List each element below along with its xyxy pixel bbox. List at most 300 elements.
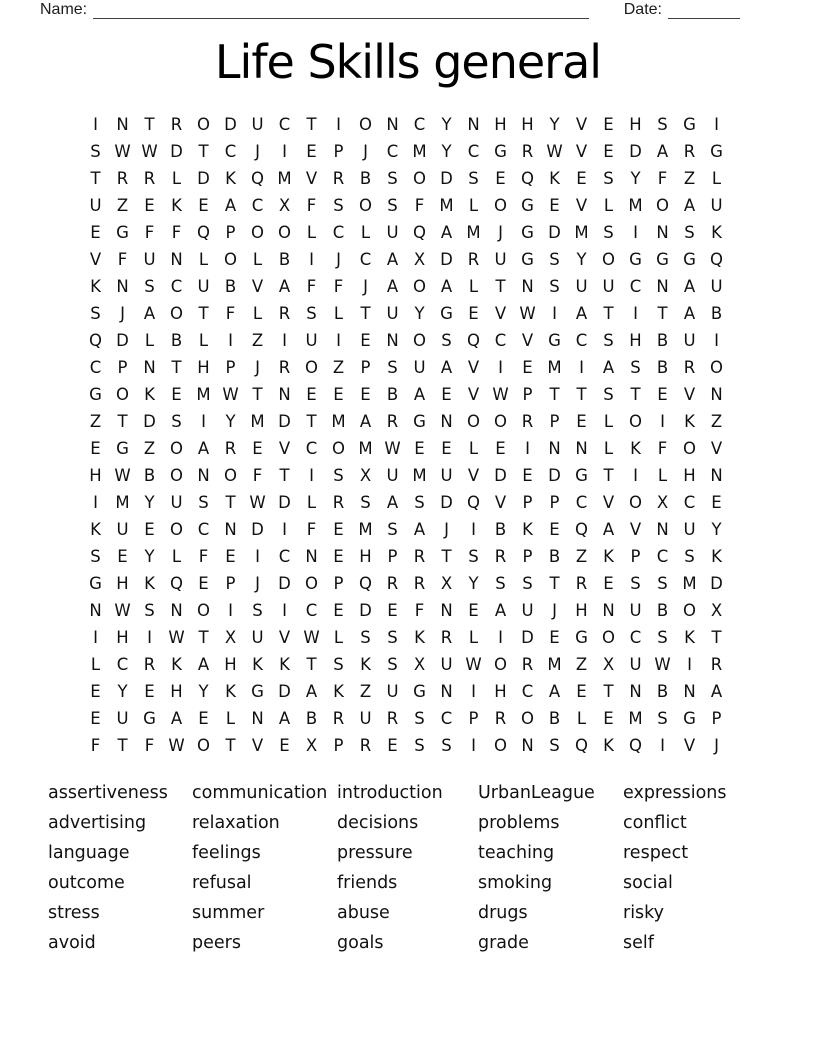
grid-cell-r13-c21: K [630, 439, 641, 458]
grid-cell-r9-c8: I [282, 331, 287, 350]
grid-cell-r10-c6: P [225, 358, 236, 377]
grid-cell-r12-c11: A [359, 412, 372, 431]
grid-cell-r8-c23: A [683, 304, 696, 323]
grid-cell-r24-c17: N [521, 736, 534, 755]
grid-cell-r1-c10: I [336, 115, 341, 134]
word-item: respect [623, 843, 689, 863]
grid-cell-r16-c10: E [333, 520, 344, 539]
grid-cell-r4-c22: O [656, 196, 669, 215]
grid-cell-r4-c24: U [710, 196, 723, 215]
grid-cell-r19-c2: W [114, 601, 131, 620]
grid-cell-r1-c4: R [170, 115, 183, 134]
grid-cell-r4-c6: A [224, 196, 237, 215]
grid-cell-r7-c14: A [440, 277, 453, 296]
grid-cell-r17-c7: I [255, 547, 260, 566]
grid-cell-r21-c11: K [360, 655, 371, 674]
grid-cell-r15-c17: P [522, 493, 533, 512]
grid-cell-r13-c17: I [525, 439, 530, 458]
grid-cell-r22-c19: E [576, 682, 587, 701]
grid-cell-r14-c11: X [359, 466, 372, 485]
grid-cell-r8-c19: A [575, 304, 588, 323]
grid-cell-r5-c14: A [440, 223, 453, 242]
grid-cell-r4-c10: S [333, 196, 344, 215]
grid-cell-r22-c20: T [603, 682, 614, 701]
grid-cell-r17-c14: T [441, 547, 452, 566]
grid-cell-r2-c13: M [412, 142, 427, 161]
grid-cell-r8-c13: Y [414, 304, 425, 323]
grid-cell-r15-c19: C [575, 493, 588, 512]
grid-cell-r5-c22: N [656, 223, 669, 242]
grid-cell-r6-c20: O [602, 250, 615, 269]
word-item: peers [192, 933, 241, 953]
grid-cell-r3-c1: T [90, 169, 101, 188]
grid-cell-r8-c22: T [657, 304, 668, 323]
grid-cell-r5-c12: U [386, 223, 399, 242]
grid-cell-r9-c6: I [228, 331, 233, 350]
grid-cell-r3-c6: K [225, 169, 236, 188]
grid-cell-r12-c24: Z [710, 412, 723, 431]
grid-cell-r19-c10: E [333, 601, 344, 620]
grid-cell-r10-c8: R [278, 358, 291, 377]
word-item: conflict [623, 813, 687, 833]
grid-cell-r19-c19: H [575, 601, 588, 620]
grid-cell-r23-c3: G [143, 709, 156, 728]
grid-cell-r9-c20: S [603, 331, 614, 350]
grid-cell-r8-c9: S [306, 304, 317, 323]
grid-cell-r24-c5: O [197, 736, 210, 755]
grid-cell-r5-c19: M [574, 223, 589, 242]
grid-cell-r10-c23: R [683, 358, 696, 377]
grid-cell-r17-c13: R [413, 547, 426, 566]
grid-cell-r4-c8: X [278, 196, 291, 215]
grid-cell-r16-c7: D [251, 520, 264, 539]
grid-cell-r13-c14: E [441, 439, 452, 458]
grid-cell-r16-c5: C [197, 520, 210, 539]
grid-cell-r6-c8: B [278, 250, 291, 269]
grid-cell-r16-c20: A [602, 520, 615, 539]
grid-cell-r9-c18: G [548, 331, 561, 350]
grid-cell-r20-c5: T [198, 628, 209, 647]
grid-cell-r13-c4: O [170, 439, 183, 458]
grid-cell-r11-c16: W [492, 385, 509, 404]
word-item: stress [48, 903, 100, 923]
grid-cell-r24-c12: E [387, 736, 398, 755]
grid-cell-r16-c22: N [656, 520, 669, 539]
grid-cell-r3-c24: L [711, 169, 722, 188]
grid-cell-r23-c20: E [603, 709, 614, 728]
word-item: friends [337, 873, 398, 893]
grid-cell-r12-c2: T [117, 412, 128, 431]
grid-cell-r22-c18: A [548, 682, 561, 701]
grid-cell-r17-c23: S [684, 547, 695, 566]
grid-cell-r15-c11: S [360, 493, 371, 512]
grid-cell-r3-c23: Z [683, 169, 696, 188]
grid-cell-r4-c15: L [468, 196, 479, 215]
grid-cell-r24-c16: O [494, 736, 507, 755]
grid-cell-r1-c11: O [359, 115, 372, 134]
grid-cell-r12-c7: M [250, 412, 265, 431]
grid-cell-r7-c11: J [363, 277, 368, 296]
grid-cell-r5-c9: L [306, 223, 317, 242]
grid-cell-r22-c17: C [521, 682, 534, 701]
grid-cell-r15-c1: I [93, 493, 98, 512]
grid-cell-r14-c19: G [575, 466, 588, 485]
grid-cell-r8-c7: L [252, 304, 263, 323]
grid-cell-r16-c8: I [282, 520, 287, 539]
grid-cell-r2-c21: D [629, 142, 642, 161]
grid-cell-r9-c7: Z [251, 331, 264, 350]
grid-cell-r9-c9: U [305, 331, 318, 350]
grid-cell-r13-c9: C [305, 439, 318, 458]
grid-cell-r15-c6: T [225, 493, 236, 512]
grid-cell-r14-c20: T [603, 466, 614, 485]
grid-cell-r11-c8: N [278, 385, 291, 404]
grid-cell-r21-c19: Z [575, 655, 588, 674]
grid-cell-r12-c18: P [549, 412, 560, 431]
grid-cell-r12-c20: L [603, 412, 614, 431]
grid-cell-r18-c12: R [386, 574, 399, 593]
grid-cell-r17-c19: Z [575, 547, 588, 566]
grid-cell-r1-c3: T [144, 115, 155, 134]
grid-cell-r24-c2: T [117, 736, 128, 755]
grid-cell-r23-c24: P [711, 709, 722, 728]
grid-cell-r14-c4: O [170, 466, 183, 485]
grid-cell-r3-c18: K [549, 169, 560, 188]
grid-cell-r23-c9: B [305, 709, 318, 728]
grid-cell-r23-c23: G [683, 709, 696, 728]
grid-cell-r15-c7: W [249, 493, 266, 512]
grid-cell-r11-c7: T [252, 385, 263, 404]
grid-cell-r7-c1: K [90, 277, 101, 296]
grid-cell-r15-c9: L [306, 493, 317, 512]
grid-cell-r10-c24: O [710, 358, 723, 377]
grid-cell-r11-c2: O [116, 385, 129, 404]
grid-cell-r13-c15: L [468, 439, 479, 458]
grid-cell-r23-c7: N [251, 709, 264, 728]
grid-cell-r8-c1: S [90, 304, 101, 323]
grid-cell-r12-c15: O [467, 412, 480, 431]
grid-cell-r9-c19: C [575, 331, 588, 350]
grid-cell-r2-c15: C [467, 142, 480, 161]
grid-cell-r5-c23: S [684, 223, 695, 242]
grid-cell-r1-c7: U [251, 115, 264, 134]
grid-cell-r3-c17: Q [521, 169, 534, 188]
word-item: smoking [478, 873, 553, 893]
grid-cell-r17-c16: R [494, 547, 507, 566]
grid-cell-r14-c5: N [197, 466, 210, 485]
grid-cell-r9-c15: Q [467, 331, 480, 350]
grid-cell-r21-c15: W [465, 655, 482, 674]
grid-cell-r23-c11: U [359, 709, 372, 728]
grid-cell-r6-c19: Y [576, 250, 587, 269]
grid-cell-r4-c21: M [628, 196, 643, 215]
grid-cell-r3-c13: O [413, 169, 426, 188]
grid-cell-r7-c15: L [468, 277, 479, 296]
grid-cell-r18-c9: O [305, 574, 318, 593]
grid-cell-r9-c22: B [656, 331, 669, 350]
grid-cell-r6-c2: F [117, 250, 128, 269]
grid-cell-r23-c1: E [90, 709, 101, 728]
grid-cell-r12-c10: M [331, 412, 346, 431]
name-label: Name: [40, 1, 88, 18]
grid-cell-r3-c20: S [603, 169, 614, 188]
grid-cell-r6-c10: J [336, 250, 341, 269]
grid-cell-r14-c13: M [412, 466, 427, 485]
grid-cell-r2-c8: I [282, 142, 287, 161]
grid-cell-r14-c6: O [224, 466, 237, 485]
grid-cell-r22-c7: G [251, 682, 264, 701]
grid-cell-r24-c14: S [441, 736, 452, 755]
grid-cell-r18-c13: R [413, 574, 426, 593]
grid-cell-r5-c7: O [251, 223, 264, 242]
grid-cell-r3-c21: Y [630, 169, 641, 188]
word-list-column-1 [48, 778, 192, 958]
grid-cell-r9-c11: E [360, 331, 371, 350]
grid-cell-r22-c6: K [225, 682, 236, 701]
grid-cell-r20-c2: H [116, 628, 129, 647]
grid-cell-r22-c13: G [413, 682, 426, 701]
grid-cell-r21-c14: U [440, 655, 453, 674]
grid-cell-r7-c21: C [629, 277, 642, 296]
grid-cell-r13-c10: O [332, 439, 345, 458]
grid-cell-r1-c18: Y [549, 115, 560, 134]
grid-cell-r17-c2: E [117, 547, 128, 566]
grid-cell-r15-c5: S [198, 493, 209, 512]
grid-cell-r24-c8: E [279, 736, 290, 755]
grid-cell-r11-c23: V [683, 385, 696, 404]
grid-cell-r13-c16: E [495, 439, 506, 458]
grid-cell-r10-c22: B [656, 358, 669, 377]
grid-cell-r15-c13: S [414, 493, 425, 512]
grid-cell-r6-c17: G [521, 250, 534, 269]
grid-cell-r24-c10: P [333, 736, 344, 755]
grid-cell-r17-c12: P [387, 547, 398, 566]
grid-cell-r19-c22: B [656, 601, 669, 620]
grid-cell-r7-c23: A [683, 277, 696, 296]
grid-cell-r8-c5: T [198, 304, 209, 323]
grid-cell-r23-c16: R [494, 709, 507, 728]
grid-cell-r14-c21: I [633, 466, 638, 485]
word-item: social [623, 873, 673, 893]
grid-cell-r24-c3: F [144, 736, 155, 755]
grid-cell-r3-c3: R [143, 169, 156, 188]
grid-cell-r14-c16: D [494, 466, 507, 485]
grid-cell-r18-c1: G [89, 574, 102, 593]
grid-cell-r16-c18: E [549, 520, 560, 539]
grid-cell-r9-c13: O [413, 331, 426, 350]
grid-cell-r7-c3: S [144, 277, 155, 296]
grid-cell-r19-c3: S [144, 601, 155, 620]
grid-cell-r5-c15: M [466, 223, 481, 242]
worksheet-header [40, 1, 740, 19]
grid-cell-r12-c5: I [201, 412, 206, 431]
grid-cell-r5-c17: G [521, 223, 534, 242]
grid-cell-r20-c21: C [629, 628, 642, 647]
date-blank-line [668, 2, 740, 19]
grid-cell-r6-c9: I [309, 250, 314, 269]
grid-cell-r13-c19: N [575, 439, 588, 458]
grid-cell-r13-c20: L [603, 439, 614, 458]
grid-cell-r12-c9: T [306, 412, 317, 431]
grid-cell-r21-c10: S [333, 655, 344, 674]
grid-cell-r5-c21: I [633, 223, 638, 242]
grid-cell-r3-c22: F [657, 169, 668, 188]
grid-cell-r15-c2: M [115, 493, 130, 512]
grid-cell-r22-c24: A [710, 682, 723, 701]
grid-cell-r20-c8: V [278, 628, 291, 647]
grid-cell-r5-c13: Q [413, 223, 426, 242]
grid-cell-r1-c14: Y [441, 115, 452, 134]
grid-cell-r13-c18: N [548, 439, 561, 458]
grid-cell-r21-c12: S [387, 655, 398, 674]
grid-cell-r4-c19: V [575, 196, 588, 215]
word-item: risky [623, 903, 665, 923]
word-list [48, 778, 727, 958]
grid-cell-r4-c14: M [439, 196, 454, 215]
grid-cell-r19-c17: U [521, 601, 534, 620]
grid-cell-r15-c15: Q [467, 493, 480, 512]
grid-cell-r16-c15: I [471, 520, 476, 539]
word-item: advertising [48, 813, 147, 833]
grid-cell-r11-c12: B [386, 385, 399, 404]
grid-cell-r23-c18: B [548, 709, 561, 728]
grid-cell-r11-c22: E [657, 385, 668, 404]
grid-cell-r6-c7: L [252, 250, 263, 269]
grid-cell-r4-c23: A [683, 196, 696, 215]
grid-cell-r9-c23: U [683, 331, 696, 350]
grid-cell-r14-c15: V [467, 466, 480, 485]
grid-cell-r24-c22: I [660, 736, 665, 755]
grid-cell-r6-c13: X [413, 250, 426, 269]
grid-cell-r21-c6: H [224, 655, 237, 674]
grid-cell-r21-c13: X [413, 655, 426, 674]
grid-cell-r19-c15: E [468, 601, 479, 620]
word-item: feelings [192, 843, 261, 863]
grid-cell-r18-c23: M [682, 574, 697, 593]
grid-cell-r17-c24: K [711, 547, 722, 566]
grid-cell-r4-c1: U [89, 196, 102, 215]
grid-cell-r18-c21: S [630, 574, 641, 593]
grid-cell-r22-c16: H [494, 682, 507, 701]
grid-cell-r1-c22: S [657, 115, 668, 134]
grid-cell-r2-c19: V [575, 142, 588, 161]
grid-cell-r4-c20: L [603, 196, 614, 215]
grid-cell-r19-c18: J [552, 601, 557, 620]
grid-cell-r24-c6: T [225, 736, 236, 755]
grid-cell-r20-c3: I [147, 628, 152, 647]
page-title: Life Skills general [214, 35, 602, 89]
grid-cell-r2-c2: W [114, 142, 131, 161]
grid-cell-r14-c24: N [710, 466, 723, 485]
grid-cell-r3-c9: V [305, 169, 318, 188]
grid-cell-r6-c1: V [89, 250, 102, 269]
grid-cell-r15-c16: V [494, 493, 507, 512]
grid-cell-r3-c7: Q [251, 169, 264, 188]
grid-cell-r19-c9: C [305, 601, 318, 620]
grid-cell-r22-c8: D [278, 682, 291, 701]
grid-cell-r7-c12: A [386, 277, 399, 296]
grid-cell-r19-c5: O [197, 601, 210, 620]
word-item: outcome [48, 873, 125, 893]
grid-cell-r7-c4: C [170, 277, 183, 296]
grid-cell-r20-c1: I [93, 628, 98, 647]
grid-cell-r16-c14: J [444, 520, 449, 539]
grid-cell-r17-c8: C [278, 547, 291, 566]
grid-cell-r16-c13: A [413, 520, 426, 539]
grid-cell-r17-c11: H [359, 547, 372, 566]
grid-cell-r18-c20: E [603, 574, 614, 593]
grid-cell-r13-c3: Z [143, 439, 156, 458]
word-list-column-4 [478, 778, 623, 958]
grid-cell-r8-c6: F [225, 304, 236, 323]
grid-cell-r2-c17: R [521, 142, 534, 161]
word-item: introduction [337, 783, 443, 803]
grid-cell-r12-c23: K [684, 412, 695, 431]
grid-cell-r18-c2: H [116, 574, 129, 593]
grid-cell-r6-c3: U [143, 250, 156, 269]
grid-cell-r17-c4: L [171, 547, 182, 566]
grid-cell-r14-c10: S [333, 466, 344, 485]
grid-cell-r11-c18: T [549, 385, 560, 404]
grid-cell-r7-c6: B [224, 277, 237, 296]
grid-cell-r6-c6: O [224, 250, 237, 269]
grid-cell-r10-c14: A [440, 358, 453, 377]
grid-cell-r22-c21: N [629, 682, 642, 701]
name-blank-line [93, 2, 589, 19]
grid-cell-r12-c4: S [171, 412, 182, 431]
grid-cell-r8-c24: B [710, 304, 723, 323]
grid-cell-r24-c23: V [683, 736, 696, 755]
word-list-column-5 [623, 778, 727, 958]
grid-cell-r7-c17: N [521, 277, 534, 296]
word-item: teaching [478, 843, 555, 863]
grid-cell-r11-c17: P [522, 385, 533, 404]
grid-cell-r18-c19: R [575, 574, 588, 593]
grid-cell-r21-c2: C [116, 655, 129, 674]
grid-cell-r21-c3: R [143, 655, 156, 674]
grid-cell-r16-c1: K [90, 520, 101, 539]
grid-cell-r16-c4: O [170, 520, 183, 539]
grid-cell-r21-c21: U [629, 655, 642, 674]
grid-cell-r23-c8: A [278, 709, 291, 728]
grid-cell-r5-c6: P [225, 223, 236, 242]
grid-cell-r9-c17: V [521, 331, 534, 350]
grid-cell-r24-c7: V [251, 736, 264, 755]
grid-cell-r18-c10: P [333, 574, 344, 593]
grid-cell-r22-c15: I [471, 682, 476, 701]
grid-cell-r10-c16: I [498, 358, 503, 377]
grid-cell-r1-c13: C [413, 115, 426, 134]
grid-cell-r20-c9: W [303, 628, 320, 647]
grid-cell-r7-c2: N [116, 277, 129, 296]
grid-cell-r2-c4: D [170, 142, 183, 161]
grid-cell-r24-c15: I [471, 736, 476, 755]
grid-cell-r3-c16: E [495, 169, 506, 188]
grid-cell-r6-c15: R [467, 250, 480, 269]
grid-cell-r6-c11: C [359, 250, 372, 269]
grid-cell-r5-c10: C [332, 223, 345, 242]
grid-cell-r17-c22: C [656, 547, 669, 566]
grid-cell-r23-c13: S [414, 709, 425, 728]
grid-cell-r2-c22: A [656, 142, 669, 161]
grid-cell-r23-c4: A [170, 709, 183, 728]
grid-cell-r24-c20: K [603, 736, 614, 755]
grid-cell-r13-c11: M [358, 439, 373, 458]
grid-cell-r23-c12: R [386, 709, 399, 728]
grid-cell-r22-c23: N [683, 682, 696, 701]
grid-cell-r18-c22: S [657, 574, 668, 593]
grid-cell-r3-c14: D [440, 169, 453, 188]
